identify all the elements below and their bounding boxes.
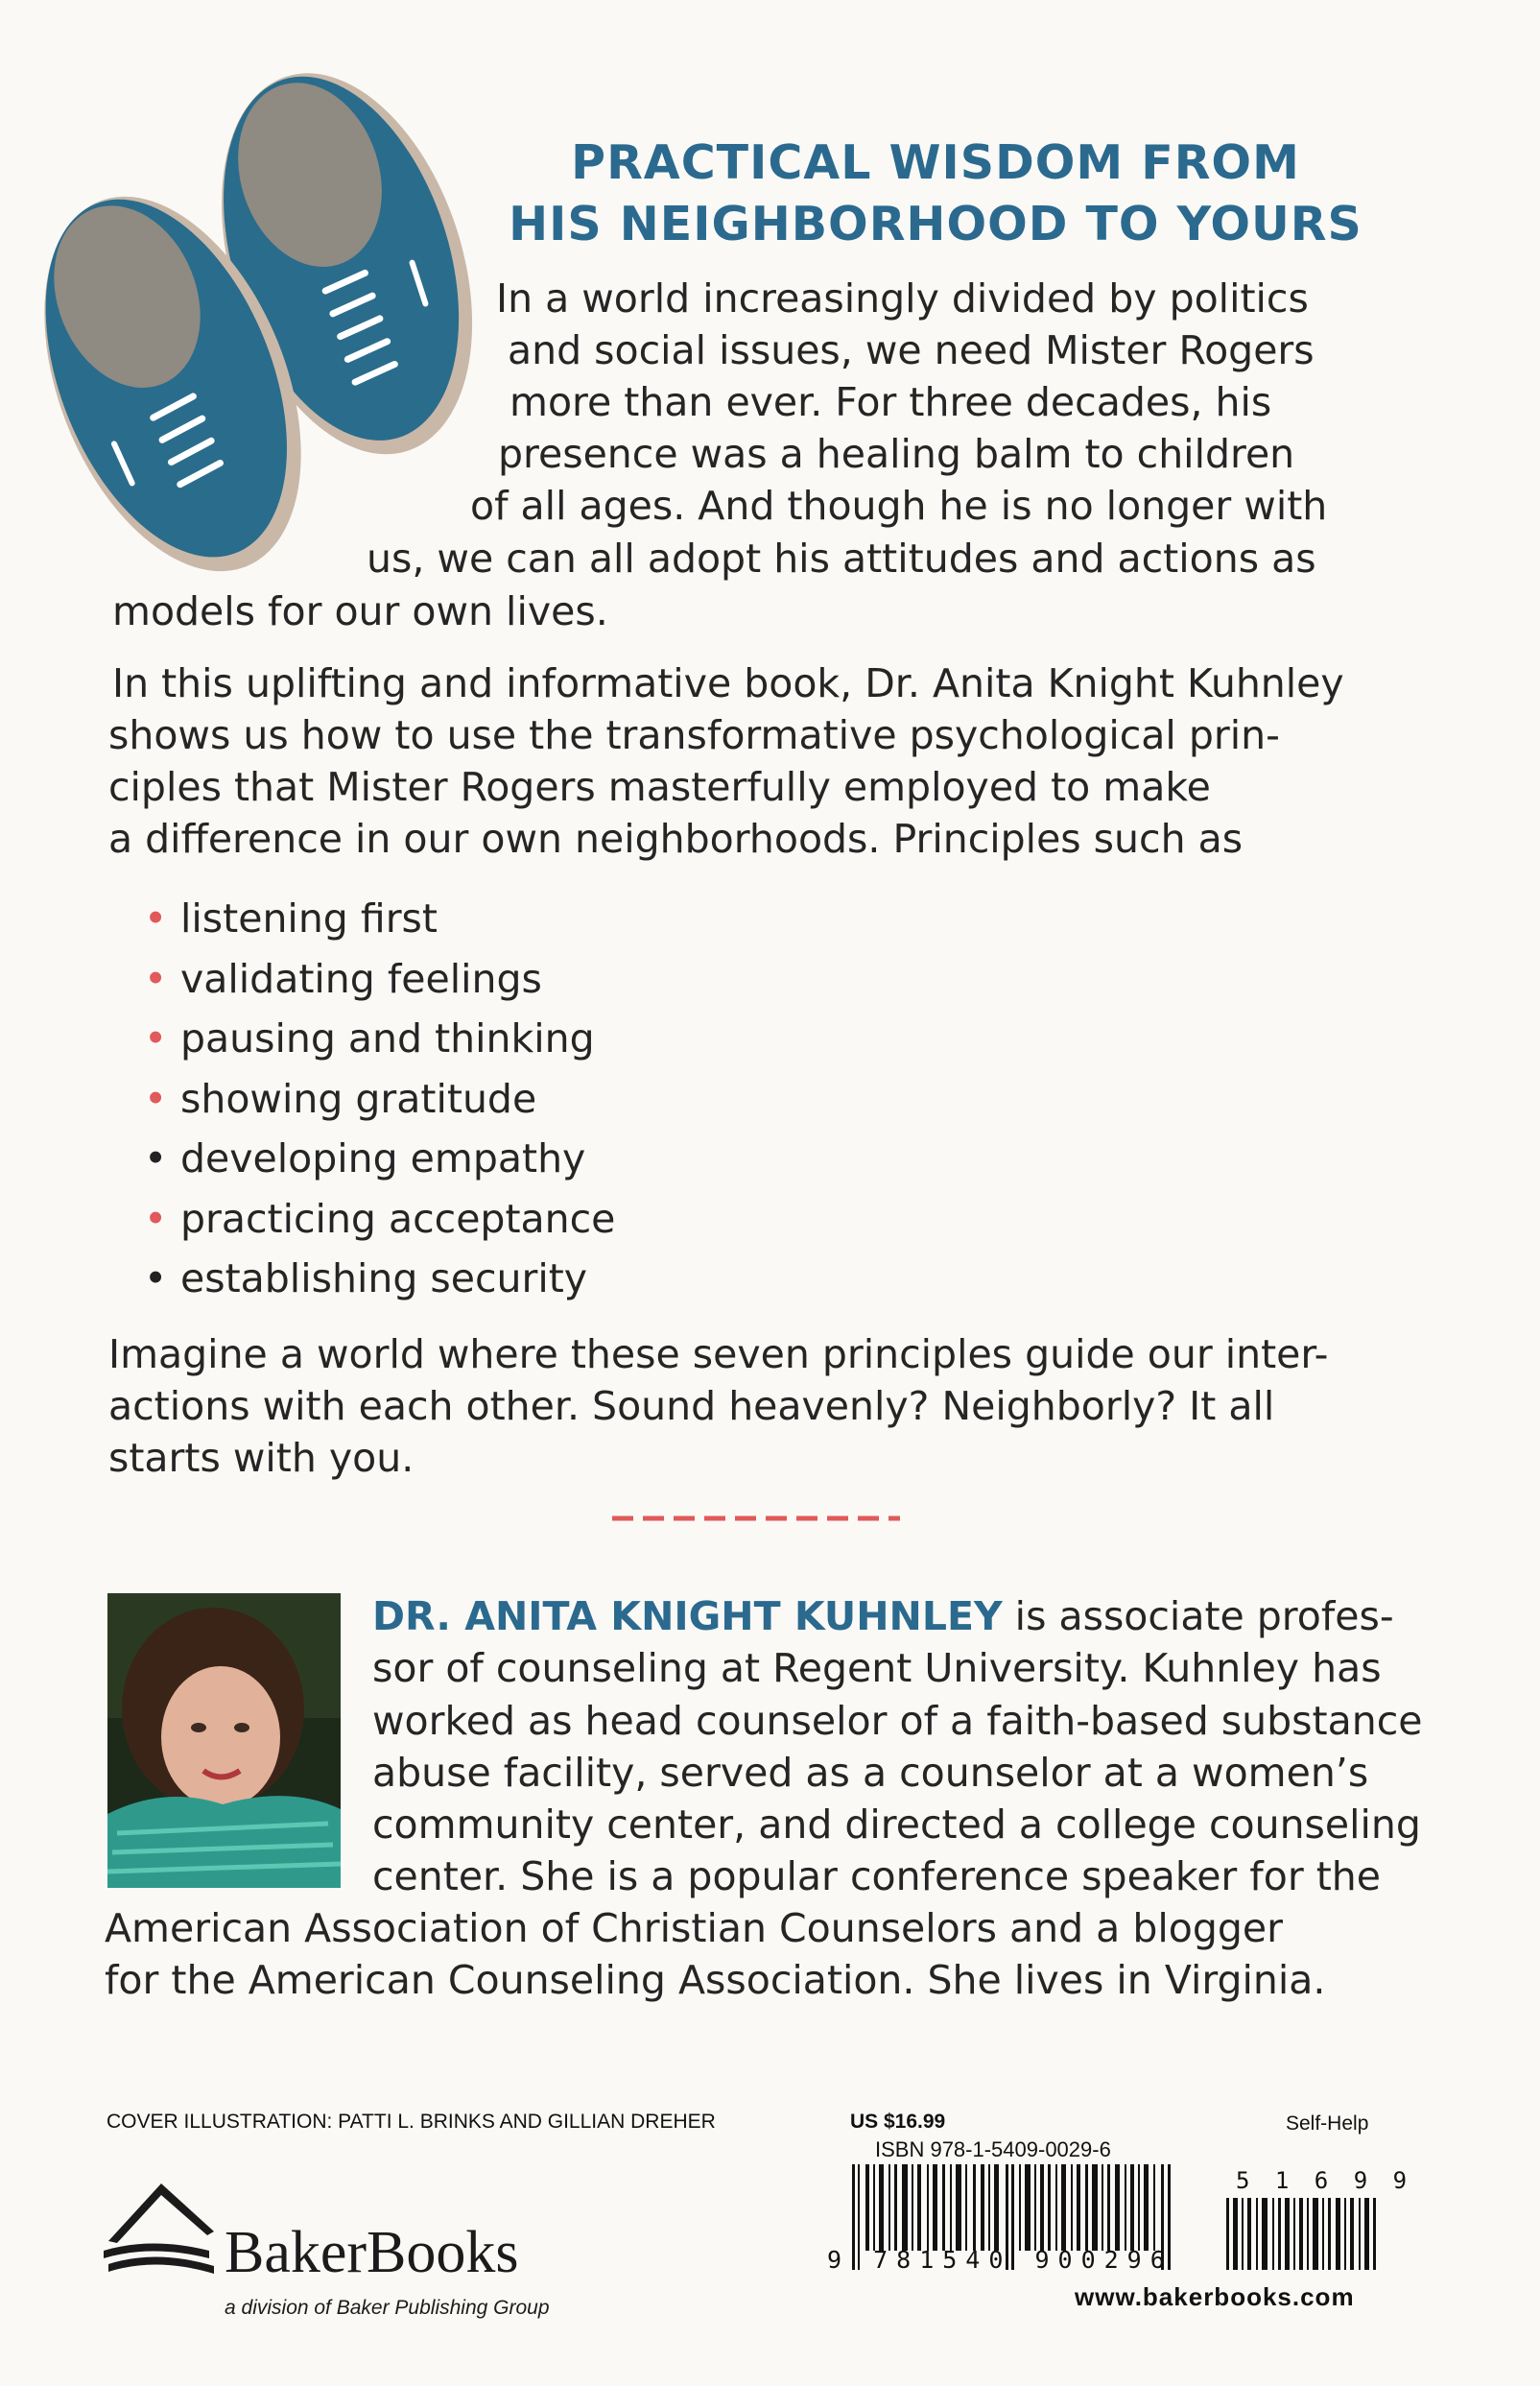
author-bio-line: center. She is a popular conference speaker for the bbox=[372, 1853, 1382, 1899]
author-bio-line: abuse facility, served as a counselor at a women’s bbox=[372, 1750, 1369, 1796]
isbn: ISBN 978-1-5409-0029-6 bbox=[875, 2137, 1111, 2161]
principle-label: pausing and thinking bbox=[180, 1015, 595, 1062]
bullet-dot-icon: • bbox=[144, 1075, 168, 1122]
body-line: In this uplifting and informative book, Dr. Anita Knight Kuhnley bbox=[112, 660, 1344, 706]
body-line: ciples that Mister Rogers masterfully employed to make bbox=[108, 764, 1211, 810]
body-line: Imagine a world where these seven principles guide our inter- bbox=[108, 1331, 1329, 1377]
sneakers-illustration bbox=[29, 38, 489, 614]
intro-line: more than ever. For three decades, his bbox=[509, 379, 1272, 425]
bullet-dot-icon: • bbox=[144, 895, 168, 942]
principle-label: validating feelings bbox=[180, 955, 542, 1002]
bullet-dot-icon: • bbox=[144, 1255, 168, 1301]
intro-line: In a world increasingly divided by politics bbox=[496, 275, 1309, 322]
bakerbooks-logo-icon bbox=[104, 2183, 219, 2276]
website-url: www.bakerbooks.com bbox=[1075, 2282, 1355, 2311]
list-item bbox=[144, 1069, 615, 1130]
intro-line: of all ages. And though he is no longer with bbox=[470, 483, 1328, 529]
addon-digits: 5 1 6 9 9 bbox=[1236, 2167, 1413, 2194]
list-item bbox=[144, 949, 615, 1010]
body-line: starts with you. bbox=[108, 1435, 415, 1481]
dashed-divider bbox=[612, 1515, 900, 1522]
author-bio-line: for the American Counseling Association. She lives in Virginia. bbox=[105, 1957, 1326, 2003]
body-line: actions with each other. Sound heavenly? Neighborly? It all bbox=[108, 1383, 1275, 1429]
list-item bbox=[144, 1189, 615, 1250]
author-name: DR. ANITA KNIGHT KUHNLEY bbox=[372, 1593, 1003, 1639]
price: US $16.99 bbox=[850, 2111, 946, 2133]
headline-line-1: PRACTICAL WISDOM FROM bbox=[571, 135, 1300, 190]
principle-label: showing gratitude bbox=[180, 1075, 537, 1122]
intro-line: and social issues, we need Mister Rogers bbox=[508, 327, 1315, 373]
author-bio-line: sor of counseling at Regent University. Kuhnley has bbox=[372, 1645, 1382, 1691]
bullet-dot-icon: • bbox=[144, 1015, 168, 1062]
list-item bbox=[144, 1129, 615, 1189]
price-addon-barcode bbox=[1224, 2198, 1378, 2270]
bullet-dot-icon: • bbox=[144, 1135, 168, 1181]
author-bio-line: American Association of Christian Counselors and a blogger bbox=[105, 1905, 1283, 1951]
principle-label: establishing security bbox=[180, 1255, 588, 1301]
author-photo bbox=[107, 1593, 341, 1888]
list-item bbox=[144, 1249, 615, 1309]
publisher-tagline: a division of Baker Publishing Group bbox=[225, 2297, 550, 2319]
author-bio-text: is associate profes- bbox=[1002, 1593, 1394, 1639]
barcode-digits: 9 781540 900296 bbox=[827, 2246, 1173, 2274]
intro-line: presence was a healing balm to children bbox=[498, 431, 1295, 477]
list-item bbox=[144, 889, 615, 949]
author-bio-line bbox=[372, 1590, 1394, 1642]
author-bio-line: worked as head counselor of a faith-based substance bbox=[372, 1698, 1423, 1744]
publisher-name: BakerBooks bbox=[225, 2220, 519, 2285]
principle-label: listening first bbox=[180, 895, 438, 942]
principles-list bbox=[144, 889, 615, 1309]
principle-label: practicing acceptance bbox=[180, 1195, 616, 1242]
intro-line: models for our own lives. bbox=[112, 588, 608, 634]
author-bio-line: community center, and directed a college counseling bbox=[372, 1801, 1421, 1848]
cover-illustration-credit: COVER ILLUSTRATION: PATTI L. BRINKS AND GILLIAN DREHER bbox=[107, 2111, 716, 2133]
bullet-dot-icon: • bbox=[144, 955, 168, 1002]
intro-line: us, we can all adopt his attitudes and actions as bbox=[367, 536, 1316, 582]
bullet-dot-icon: • bbox=[144, 1195, 168, 1242]
list-item bbox=[144, 1009, 615, 1069]
headline-line-2: HIS NEIGHBORHOOD TO YOURS bbox=[509, 197, 1362, 251]
body-line: shows us how to use the transformative psychological prin- bbox=[108, 712, 1280, 758]
principle-label: developing empathy bbox=[180, 1135, 586, 1181]
body-line: a difference in our own neighborhoods. Principles such as bbox=[108, 816, 1244, 862]
category: Self-Help bbox=[1286, 2112, 1369, 2135]
